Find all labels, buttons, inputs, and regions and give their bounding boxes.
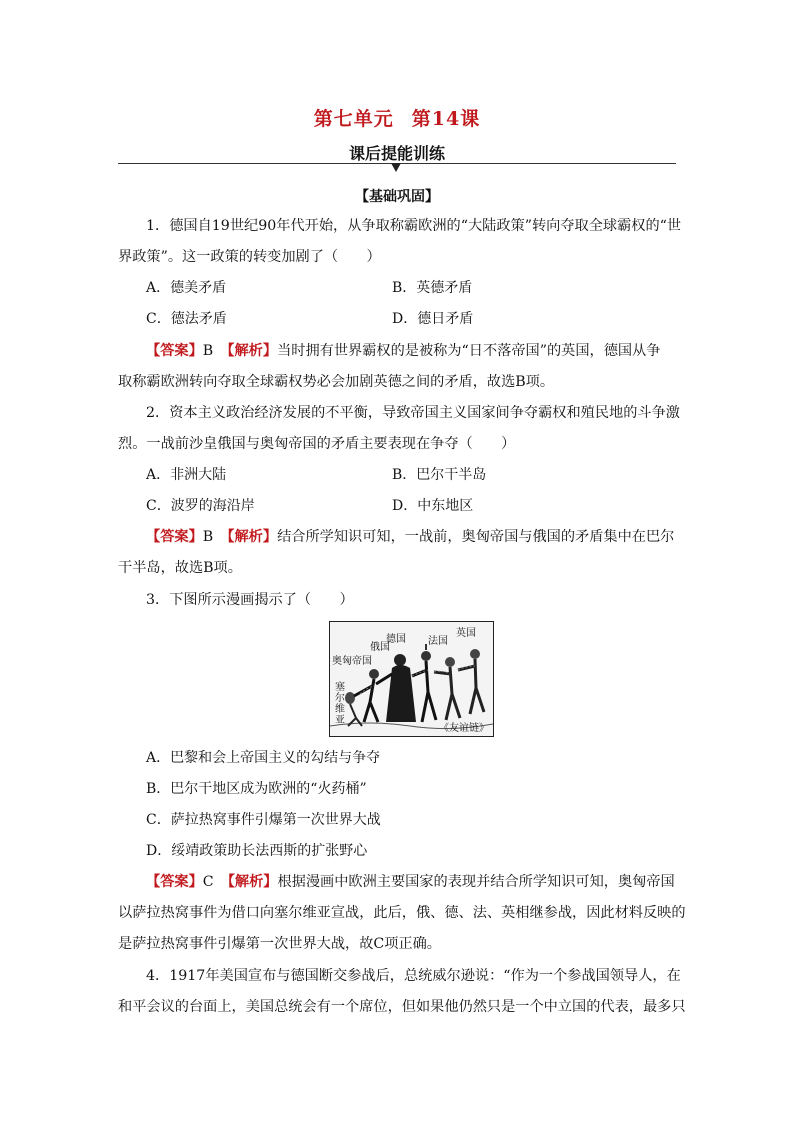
label-austria-hungary: 奥匈帝国 [332, 656, 372, 667]
q1-analysis-tag: 【解析】 [227, 343, 278, 359]
page-title [0, 104, 794, 131]
q3-option-b: B．巴尔干地区成为欧洲的“火药桶” [146, 781, 367, 797]
page-subtitle: 课后提能训练 [348, 144, 445, 163]
friendship-chain-cartoon [329, 621, 494, 737]
q1-option-a: A．德美矛盾 [146, 280, 227, 296]
q1-analysis-line2: 取称霸欧洲转向夺取全球霸权势必会加剧英德之间的矛盾，故选B项。 [118, 374, 555, 390]
q3-option-a: A．巴黎和会上帝国主义的勾结与争夺 [146, 750, 381, 766]
q3-option-d: D．绥靖政策助长法西斯的扩张野心 [146, 843, 368, 859]
q2-option-b: B．巴尔干半岛 [392, 467, 487, 483]
label-russia: 俄国 [370, 642, 390, 653]
label-serbia: 塞 尔 维 亚 [335, 682, 345, 726]
q2-answer: B [202, 529, 214, 545]
q1-answer-tag: 【答案】 [146, 343, 203, 359]
q3-option-c: C．萨拉热窝事件引爆第一次世界大战 [146, 812, 381, 828]
q2-option-c: C．波罗的海沿岸 [146, 498, 255, 514]
q1-analysis-text: 当时拥有世界霸权的是被称为“日不落帝国”的英国，德国从争 [277, 343, 661, 359]
label-france: 法国 [428, 636, 448, 647]
q3-answer: C [202, 874, 214, 890]
q2-analysis-text: 结合所学知识可知，一战前，奥匈帝国与俄国的矛盾集中在巴尔 [277, 529, 675, 545]
lesson-title: 第14课 [411, 108, 481, 130]
section-title: 【基础巩固】 [355, 189, 439, 205]
q3-stem-line1: 3．下图所示漫画揭示了（ ） [146, 592, 354, 608]
label-germany: 德国 [386, 634, 406, 645]
q4-stem-line1: 4．1917年美国宣布与德国断交参战后，总统威尔逊说：“作为一个参战国领导人，在 [146, 968, 681, 984]
q2-stem-line1: 2．资本主义政治经济发展的不平衡，导致帝国主义国家间争夺霸权和殖民地的斗争激 [146, 405, 680, 421]
q1-stem-line2: 界政策”。这一政策的转变加剧了（ ） [118, 249, 381, 265]
q2-analysis-line2: 干半岛，故选B项。 [118, 560, 242, 576]
q2-option-d: D．中东地区 [392, 498, 474, 514]
cartoon-caption: 《友谊链》 [439, 723, 489, 734]
q1-answer-line [146, 341, 678, 361]
q2-analysis-tag: 【解析】 [227, 529, 278, 545]
unit-title: 第七单元 [313, 108, 394, 130]
q1-answer: B [202, 343, 214, 359]
q3-analysis-line3: 是萨拉热窝事件引爆第一次世界大战，故C项正确。 [118, 936, 441, 952]
q2-option-a: A．非洲大陆 [146, 467, 227, 483]
q3-answer-tag: 【答案】 [146, 874, 203, 890]
q1-option-b: B．英德矛盾 [392, 280, 473, 296]
q2-stem-line2: 烈。一战前沙皇俄国与奥匈帝国的矛盾主要表现在争夺（ ） [118, 436, 516, 452]
q1-option-c: C．德法矛盾 [146, 311, 227, 327]
q3-answer-line [146, 872, 678, 892]
q2-answer-tag: 【答案】 [146, 529, 203, 545]
q1-stem-line1: 1．德国自19世纪90年代开始，从争取称霸欧洲的“大陆政策”转向夺取全球霸权的“世 [146, 218, 682, 234]
q1-option-d: D．德日矛盾 [392, 311, 474, 327]
divider-triangle-icon [391, 163, 401, 172]
q3-analysis-tag: 【解析】 [227, 874, 278, 890]
q3-analysis-text: 根据漫画中欧洲主要国家的表现并结合所学知识可知，奥匈帝国 [277, 874, 675, 890]
q3-analysis-line2: 以萨拉热窝事件为借口向塞尔维亚宣战，此后，俄、德、法、英相继参战，因此材料反映的 [118, 905, 686, 921]
q4-stem-line2: 和平会议的台面上，美国总统会有一个席位，但如果他仍然只是一个中立国的代表，最多只 [118, 999, 686, 1015]
q2-answer-line [146, 527, 678, 547]
label-britain: 英国 [456, 628, 476, 639]
